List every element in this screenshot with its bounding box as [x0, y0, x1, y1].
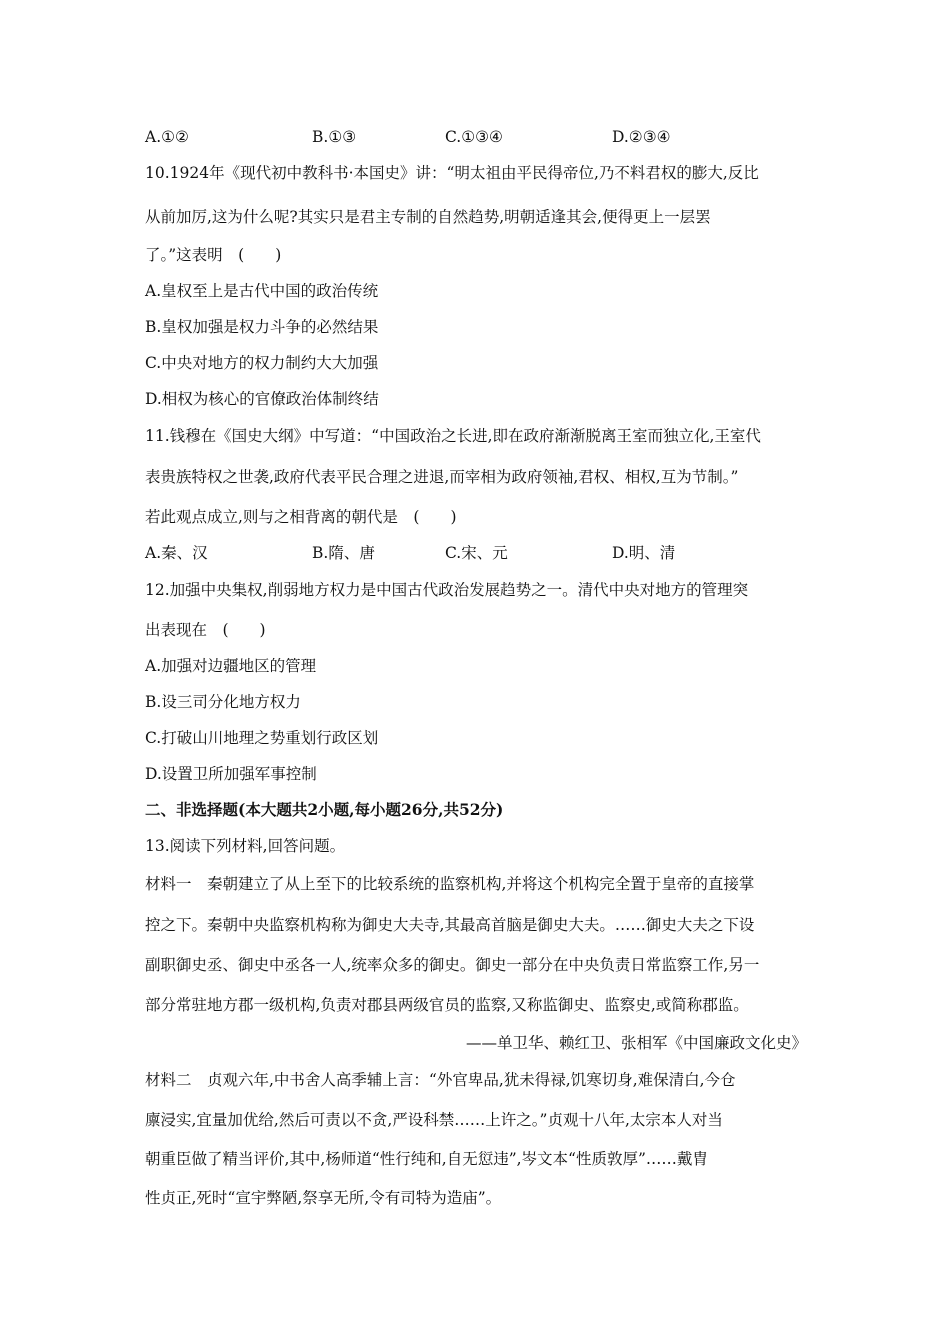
material-2-line: 廪浸实,宜量加优给,然后可责以不贪,严设科禁……上许之。”贞观十八年,太宗本人对当 — [145, 1111, 723, 1129]
material-1-source: ——单卫华、赖红卫、张相军《中国廉政文化史》 — [465, 1034, 807, 1052]
q12-option-b: B.设三司分化地方权力 — [145, 693, 301, 711]
material-1-line: 材料一 秦朝建立了从上至下的比较系统的监察机构,并将这个机构完全置于皇帝的直接掌 — [145, 875, 755, 893]
material-1-line: 控之下。秦朝中央监察机构称为御史大夫寺,其最高首脑是御史大夫。……御史大夫之下设 — [145, 916, 755, 934]
q10-option-c: C.中央对地方的权力制约大大加强 — [145, 354, 379, 372]
q13-stem: 13.阅读下列材料,回答问题。 — [145, 837, 346, 855]
q12-option-c: C.打破山川地理之势重划行政区划 — [145, 729, 379, 747]
q12-option-a: A.加强对边疆地区的管理 — [145, 657, 317, 675]
q11-option-a: A.秦、汉 — [145, 544, 208, 562]
q11-option-d: D.明、清 — [612, 544, 676, 562]
q9-option-a: A.①② — [145, 128, 189, 146]
q10-option-b: B.皇权加强是权力斗争的必然结果 — [145, 318, 379, 336]
q9-option-b: B.①③ — [312, 128, 357, 146]
section-heading: 二、非选择题(本大题共2小题,每小题26分,共52分) — [145, 800, 504, 819]
q12-stem-line: 12.加强中央集权,削弱地方权力是中国古代政治发展趋势之一。清代中央对地方的管理突 — [145, 581, 749, 599]
q12-option-d: D.设置卫所加强军事控制 — [145, 765, 317, 783]
q11-stem-line: 表贵族特权之世袭,政府代表平民合理之进退,而宰相为政府领袖,君权、相权,互为节制。” — [145, 468, 739, 486]
q11-stem-line: 若此观点成立,则与之相背离的朝代是 ( ) — [145, 508, 457, 526]
q9-option-c: C.①③④ — [445, 128, 503, 146]
q11-option-c: C.宋、元 — [445, 544, 508, 562]
q10-option-d: D.相权为核心的官僚政治体制终结 — [145, 390, 379, 408]
q10-option-a: A.皇权至上是古代中国的政治传统 — [145, 282, 379, 300]
material-2-line: 朝重臣做了精当评价,其中,杨师道“性行纯和,自无愆违”,岑文本“性质敦厚”……戴胄 — [145, 1150, 708, 1168]
material-1-line: 部分常驻地方郡一级机构,负责对郡县两级官员的监察,又称监御史、监察史,或简称郡监。 — [145, 996, 749, 1014]
material-2-line: 材料二 贞观六年,中书舍人高季辅上言：“外官卑品,犹未得禄,饥寒切身,难保清白,今仓 — [145, 1071, 736, 1089]
q10-stem-line: 10.1924年《现代初中教科书·本国史》讲：“明太祖由平民得帝位,乃不料君权的膨大,反比 — [145, 164, 759, 182]
material-2-line: 性贞正,死时“宣宇弊陋,祭享无所,令有司特为造庙”。 — [145, 1189, 502, 1207]
q9-option-d: D.②③④ — [612, 128, 671, 146]
q12-stem-line: 出表现在 ( ) — [145, 621, 266, 639]
q10-stem-line: 了。”这表明 ( ) — [145, 246, 282, 264]
q11-stem-line: 11.钱穆在《国史大纲》中写道：“中国政治之长进,即在政府渐渐脱离王室而独立化,王室代 — [145, 427, 761, 445]
q11-option-b: B.隋、唐 — [312, 544, 375, 562]
q10-stem-line: 从前加厉,这为什么呢?其实只是君主专制的自然趋势,明朝适逢其会,便得更上一层罢 — [145, 208, 711, 226]
material-1-line: 副职御史丞、御史中丞各一人,统率众多的御史。御史一部分在中央负责日常监察工作,另一 — [145, 956, 760, 974]
